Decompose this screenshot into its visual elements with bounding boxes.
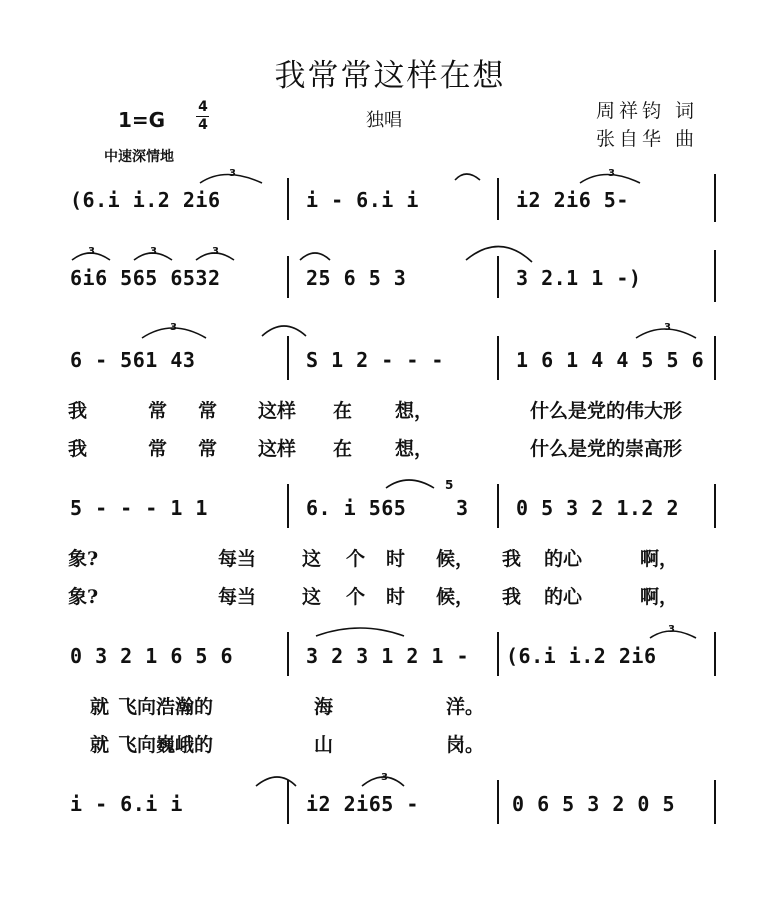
system-2-measure-1: 6i6 565 6532 (70, 266, 221, 290)
system-1-measure-1: (6.i i.2 2i6 (70, 188, 221, 212)
triplet-mark: 3 (608, 168, 615, 179)
system-3-lyric-2: 我 常 常 这样 在 想， 什么是党的崇高形 (68, 438, 683, 460)
system-4-lyric-2: 象? 每当 这 个 时 候， 我 的心 啊， (68, 586, 679, 608)
system-6-measure-3: 0 6 5 3 2 0 5 (512, 792, 676, 816)
system-5-measure-3: (6.i i.2 2i6 (506, 644, 657, 668)
triplet-mark: 3 (170, 322, 177, 333)
system-2-measure-2: 25 6 5 3 (306, 266, 407, 290)
system-4-measure-1: 5 - - - 1 1 (70, 496, 208, 520)
system-3-measure-3: 1 6 1 4 4 5 5 6 (516, 348, 705, 372)
composer-credit: 张自华 曲 (596, 128, 699, 150)
system-2-measure-3: 3 2.1 1 -) (516, 266, 642, 290)
tempo-marking: 中速深情地 (104, 149, 174, 165)
performance-type: 独唱 (366, 110, 402, 131)
meter-bottom: 4 (198, 117, 208, 133)
system-1-measure-3: i2 2i6 5- (516, 188, 629, 212)
key-signature: 1=G (118, 108, 166, 132)
system-6-measure-2: i2 2i65 - (306, 792, 419, 816)
triplet-mark: 3 (668, 624, 675, 635)
system-4-lyric-1: 象? 每当 这 个 时 候， 我 的心 啊， (68, 548, 679, 570)
system-5-measure-1: 0 3 2 1 6 5 6 (70, 644, 234, 668)
system-3-measure-2: S 1 2 - - - (306, 348, 444, 372)
triplet-mark: 3 (88, 246, 95, 257)
triplet-mark: 3 (229, 168, 236, 179)
grace-note: 5 (445, 478, 454, 492)
system-4-measure-2-end: 3 (456, 496, 469, 520)
song-title: 我常常这样在想 (274, 58, 506, 94)
meter-top: 4 (198, 99, 208, 115)
system-4-measure-3: 0 5 3 2 1.2 2 (516, 496, 680, 520)
system-5-lyric-1: 就 飞向浩瀚的 海 洋。 (90, 696, 485, 718)
system-1-measure-2: i - 6.i i (306, 188, 419, 212)
system-6-measure-1: i - 6.i i (70, 792, 183, 816)
system-3-lyric-1: 我 常 常 这样 在 想， 什么是党的伟大形 (68, 400, 683, 422)
system-5-lyric-2: 就 飞向巍峨的 山 岗。 (90, 734, 485, 756)
system-3-measure-1: 6 - 561 43 (70, 348, 196, 372)
triplet-mark: 3 (150, 246, 157, 257)
system-4-measure-2: 6. i 565 (306, 496, 407, 520)
lyricist-credit: 周祥钧 词 (596, 100, 699, 122)
system-5-measure-2: 3 2 3 1 2 1 - (306, 644, 470, 668)
triplet-mark: 3 (212, 246, 219, 257)
triplet-mark: 3 (664, 322, 671, 333)
triplet-mark: 3 (381, 772, 388, 783)
